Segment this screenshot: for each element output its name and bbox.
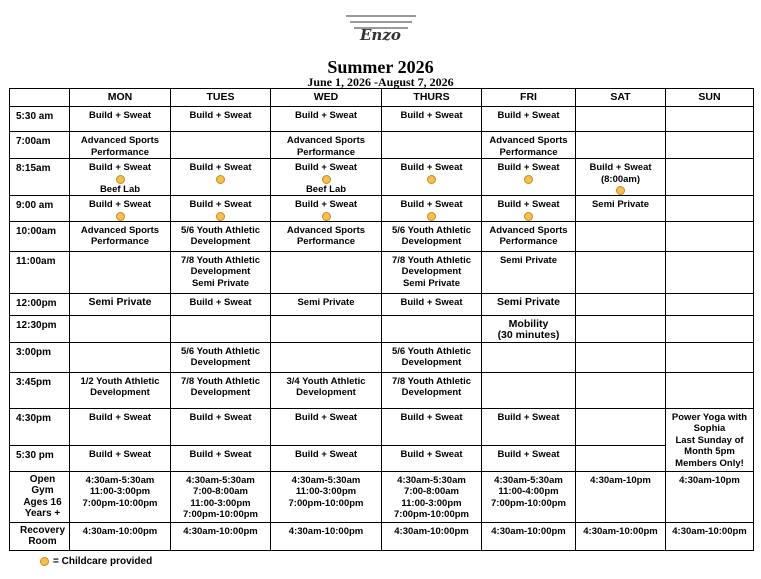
class-cell bbox=[271, 372, 382, 408]
class-cell bbox=[171, 471, 271, 522]
class-cell bbox=[666, 342, 754, 372]
class-cell bbox=[666, 372, 754, 408]
schedule-row bbox=[10, 342, 754, 372]
class-label: Build + Sweat bbox=[294, 411, 358, 423]
class-cell bbox=[382, 221, 482, 251]
class-cell bbox=[576, 471, 666, 522]
class-cell bbox=[70, 221, 171, 251]
class-cell bbox=[576, 315, 666, 342]
class-label: 5/6 Youth Athletic bbox=[180, 345, 260, 357]
class-label: Development bbox=[401, 357, 462, 368]
class-cell bbox=[482, 445, 576, 471]
class-label: Advanced Sports bbox=[286, 224, 366, 236]
class-cell bbox=[171, 196, 271, 222]
time-slot-cell bbox=[10, 132, 70, 159]
schedule-row bbox=[10, 107, 754, 132]
class-label: 7/8 Youth Athletic bbox=[180, 254, 260, 266]
class-cell bbox=[171, 132, 271, 159]
class-cell bbox=[271, 159, 382, 196]
baby-face-icon bbox=[40, 557, 49, 566]
class-cell bbox=[382, 408, 482, 445]
class-label: Semi Private bbox=[191, 277, 250, 289]
day-header: FRI bbox=[482, 89, 576, 107]
class-cell bbox=[271, 293, 382, 315]
class-label: Sophia bbox=[693, 423, 726, 434]
schedule-row bbox=[10, 315, 754, 342]
schedule-row bbox=[10, 221, 754, 251]
class-cell bbox=[271, 408, 382, 445]
day-header: THURS bbox=[382, 89, 482, 107]
class-cell bbox=[70, 107, 171, 132]
class-cell bbox=[70, 408, 171, 445]
class-cell bbox=[482, 251, 576, 293]
class-label: 7:00-8:00am bbox=[404, 486, 459, 497]
class-cell bbox=[576, 251, 666, 293]
class-label: Advanced Sports bbox=[80, 135, 160, 146]
class-cell bbox=[666, 315, 754, 342]
class-label: Development bbox=[190, 357, 251, 368]
class-cell bbox=[271, 221, 382, 251]
class-cell bbox=[171, 293, 271, 315]
class-cell bbox=[70, 132, 171, 159]
class-cell bbox=[666, 132, 754, 159]
class-label: Performance bbox=[499, 146, 558, 158]
class-cell bbox=[482, 159, 576, 196]
schedule-row bbox=[10, 522, 754, 550]
class-label: Build + Sweat bbox=[400, 296, 463, 308]
baby-face-icon bbox=[116, 175, 125, 184]
time-slot-cell bbox=[10, 408, 70, 445]
class-label: Build + Sweat bbox=[189, 162, 252, 173]
baby-face-icon bbox=[116, 212, 125, 221]
class-label: Build + Sweat bbox=[400, 199, 463, 210]
baby-face-icon bbox=[427, 212, 436, 221]
class-cell bbox=[70, 196, 171, 222]
class-label: Members Only! bbox=[675, 457, 744, 469]
class-label: Build + Sweat bbox=[497, 411, 560, 423]
class-label: 4:30am-5:30am bbox=[186, 474, 255, 486]
class-label: Development bbox=[401, 236, 462, 247]
class-cell bbox=[271, 132, 382, 159]
class-label: Semi Private bbox=[496, 295, 561, 308]
class-label: Development bbox=[401, 387, 462, 398]
schedule-table bbox=[9, 88, 754, 551]
time-label: 5:30 am bbox=[16, 111, 54, 122]
class-label: Development bbox=[190, 236, 251, 247]
class-cell bbox=[382, 342, 482, 372]
class-label: 4:30am-5:30am bbox=[291, 474, 361, 486]
time-slot-cell bbox=[10, 293, 70, 315]
day-header: WED bbox=[271, 89, 382, 107]
class-label: 4:30am-10:00pm bbox=[394, 525, 469, 537]
class-label: Performance bbox=[499, 236, 558, 247]
class-label: 4:30am-10:00pm bbox=[82, 525, 158, 537]
time-slot-cell bbox=[10, 107, 70, 132]
baby-face-icon bbox=[427, 175, 436, 184]
time-label: 4:30pm bbox=[16, 412, 52, 424]
class-cell bbox=[666, 221, 754, 251]
class-cell bbox=[271, 445, 382, 471]
class-cell bbox=[666, 107, 754, 132]
class-label: (30 minutes) bbox=[497, 329, 560, 341]
time-label: 12:30pm bbox=[16, 319, 57, 331]
class-label: Last Sunday of bbox=[675, 434, 744, 446]
class-label: 4:30am-10pm bbox=[679, 474, 740, 486]
class-cell bbox=[576, 522, 666, 550]
time-slot-cell bbox=[10, 471, 70, 522]
class-cell bbox=[576, 132, 666, 159]
time-label: 12:00pm bbox=[16, 297, 57, 309]
class-cell bbox=[576, 445, 666, 471]
schedule-row bbox=[10, 196, 754, 222]
class-cell bbox=[482, 132, 576, 159]
class-cell bbox=[482, 315, 576, 342]
class-cell bbox=[271, 251, 382, 293]
corner-cell bbox=[10, 89, 70, 107]
time-slot-cell bbox=[10, 196, 70, 222]
class-label: 5/6 Youth Athletic bbox=[180, 224, 260, 236]
class-label: 11:00-4:00pm bbox=[498, 486, 559, 497]
header-row bbox=[10, 89, 754, 107]
class-label: Build + Sweat bbox=[400, 110, 463, 121]
class-cell bbox=[70, 471, 171, 522]
class-cell bbox=[271, 196, 382, 222]
class-cell bbox=[171, 522, 271, 550]
class-label: 5/6 Youth Athletic bbox=[391, 345, 471, 357]
legend bbox=[40, 556, 152, 567]
class-label: Mobility bbox=[508, 317, 549, 330]
class-cell bbox=[271, 522, 382, 550]
class-label: Development bbox=[401, 266, 462, 277]
class-label: 7:00pm-10:00pm bbox=[394, 509, 469, 520]
baby-face-icon bbox=[616, 186, 625, 195]
time-label: 9:00 am bbox=[16, 200, 54, 211]
class-cell bbox=[171, 342, 271, 372]
class-label: Build + Sweat bbox=[294, 110, 358, 121]
time-slot-cell bbox=[10, 315, 70, 342]
class-label: Advanced Sports bbox=[489, 135, 568, 146]
class-label: 4:30am-5:30am bbox=[397, 474, 466, 486]
class-cell bbox=[482, 196, 576, 222]
class-label: 4:30am-10:00pm bbox=[583, 525, 658, 537]
class-cell bbox=[171, 372, 271, 408]
class-label: Build + Sweat bbox=[88, 110, 152, 121]
time-label: 8:15am bbox=[16, 163, 51, 174]
class-cell bbox=[666, 471, 754, 522]
time-label: 10:00am bbox=[16, 225, 57, 237]
baby-face-icon bbox=[524, 212, 533, 221]
time-label: 5:30 pm bbox=[16, 449, 54, 461]
class-cell bbox=[271, 315, 382, 342]
class-label: Advanced Sports bbox=[80, 224, 160, 236]
class-cell bbox=[666, 159, 754, 196]
class-label: 7:00pm-10:00pm bbox=[288, 497, 364, 509]
class-label: Build + Sweat bbox=[189, 199, 252, 210]
baby-face-icon bbox=[322, 212, 331, 221]
time-label: Open bbox=[29, 473, 56, 485]
class-cell bbox=[382, 471, 482, 522]
class-label: Build + Sweat bbox=[294, 199, 358, 210]
class-label: 4:30am-10:00pm bbox=[288, 525, 364, 537]
class-cell bbox=[382, 372, 482, 408]
class-cell bbox=[482, 221, 576, 251]
class-cell bbox=[70, 159, 171, 196]
class-label: 11:00-3:00pm bbox=[89, 486, 151, 497]
class-label: Performance bbox=[90, 236, 150, 247]
class-cell bbox=[171, 315, 271, 342]
class-label: Build + Sweat bbox=[88, 448, 152, 460]
time-slot-cell bbox=[10, 159, 70, 196]
class-cell bbox=[382, 251, 482, 293]
schedule-row bbox=[10, 293, 754, 315]
class-cell bbox=[482, 372, 576, 408]
class-label: 3/4 Youth Athletic bbox=[286, 375, 366, 387]
class-label: 4:30am-5:30am bbox=[494, 474, 563, 486]
class-label: Build + Sweat bbox=[400, 411, 463, 423]
class-cell bbox=[382, 107, 482, 132]
class-label: Build + Sweat bbox=[589, 162, 652, 173]
class-label: 4:30am-10pm bbox=[590, 474, 651, 486]
class-cell bbox=[271, 107, 382, 132]
class-label: Power Yoga with bbox=[671, 411, 748, 423]
time-label: Ages 16 bbox=[23, 496, 62, 508]
class-cell bbox=[271, 471, 382, 522]
class-label: Build + Sweat bbox=[497, 162, 560, 173]
class-label: 7/8 Youth Athletic bbox=[391, 254, 471, 266]
class-label: Build + Sweat bbox=[497, 448, 560, 460]
class-label: Build + Sweat bbox=[400, 162, 463, 173]
class-label: 1/2 Youth Athletic bbox=[80, 375, 160, 387]
class-label: Build + Sweat bbox=[88, 162, 152, 173]
baby-face-icon bbox=[322, 175, 331, 184]
class-cell bbox=[70, 372, 171, 408]
class-cell bbox=[70, 445, 171, 471]
class-cell bbox=[576, 342, 666, 372]
class-label: Semi Private bbox=[499, 254, 558, 266]
class-label: 11:00-3:00pm bbox=[401, 497, 462, 509]
class-label: Build + Sweat bbox=[294, 162, 358, 173]
class-cell bbox=[576, 372, 666, 408]
baby-face-icon bbox=[216, 212, 225, 221]
class-cell bbox=[70, 342, 171, 372]
class-cell bbox=[666, 196, 754, 222]
class-cell bbox=[576, 159, 666, 196]
time-label: 11:00am bbox=[16, 255, 56, 267]
class-cell bbox=[171, 221, 271, 251]
class-label: Build + Sweat bbox=[189, 296, 252, 308]
class-label: Development bbox=[190, 266, 251, 277]
class-label: 11:00-3:00pm bbox=[295, 486, 357, 497]
class-label: 4:30am-10:00pm bbox=[672, 525, 747, 537]
page-subtitle: June 1, 2026 -August 7, 2026 bbox=[307, 75, 454, 89]
time-slot-cell bbox=[10, 251, 70, 293]
time-label: 3:00pm bbox=[16, 346, 52, 358]
class-cell bbox=[171, 251, 271, 293]
day-header: MON bbox=[70, 89, 171, 107]
class-cell bbox=[382, 196, 482, 222]
schedule-row bbox=[10, 471, 754, 522]
class-cell bbox=[171, 159, 271, 196]
class-cell bbox=[171, 107, 271, 132]
class-label: Performance bbox=[90, 146, 150, 158]
schedule-row bbox=[10, 132, 754, 159]
logo-text: Enzo bbox=[360, 26, 401, 44]
baby-face-icon bbox=[216, 175, 225, 184]
class-cell bbox=[70, 522, 171, 550]
class-cell bbox=[70, 315, 171, 342]
class-label: Build + Sweat bbox=[189, 110, 252, 121]
schedule-row bbox=[10, 445, 754, 471]
class-label: Advanced Sports bbox=[286, 135, 366, 146]
time-slot-cell bbox=[10, 522, 70, 550]
time-slot-cell bbox=[10, 221, 70, 251]
class-cell bbox=[666, 522, 754, 550]
class-label: Build + Sweat bbox=[497, 199, 560, 210]
class-label: 5/6 Youth Athletic bbox=[391, 224, 471, 236]
schedule-row bbox=[10, 408, 754, 445]
time-label: 3:45pm bbox=[16, 376, 52, 388]
class-label: Build + Sweat bbox=[189, 448, 252, 460]
class-cell bbox=[171, 445, 271, 471]
class-label: Development bbox=[90, 387, 150, 398]
time-slot-cell bbox=[10, 372, 70, 408]
class-cell bbox=[382, 293, 482, 315]
class-label: 7/8 Youth Athletic bbox=[391, 375, 471, 387]
class-cell bbox=[482, 107, 576, 132]
class-cell bbox=[576, 293, 666, 315]
day-header: TUES bbox=[171, 89, 271, 107]
class-label: Build + Sweat bbox=[189, 411, 252, 423]
class-label: 7:00pm-10:00pm bbox=[183, 509, 258, 520]
schedule-row bbox=[10, 159, 754, 196]
class-label: Build + Sweat bbox=[88, 199, 152, 210]
class-label: Build + Sweat bbox=[88, 411, 152, 423]
class-cell bbox=[271, 342, 382, 372]
class-label: 4:30am-10:00pm bbox=[183, 525, 258, 537]
time-slot-cell bbox=[10, 342, 70, 372]
time-label: Room bbox=[28, 536, 57, 547]
class-cell bbox=[70, 293, 171, 315]
class-label: Month 5pm bbox=[684, 446, 735, 457]
class-cell bbox=[382, 445, 482, 471]
class-cell bbox=[576, 408, 666, 445]
class-label: Semi Private bbox=[88, 295, 152, 308]
class-label: Development bbox=[190, 387, 251, 398]
class-label: (8:00am) bbox=[600, 173, 641, 185]
class-cell bbox=[666, 293, 754, 315]
day-header: SAT bbox=[576, 89, 666, 107]
class-cell bbox=[666, 408, 754, 471]
time-label: Years + bbox=[24, 508, 61, 519]
time-label: Gym bbox=[31, 485, 54, 496]
class-cell bbox=[382, 522, 482, 550]
schedule-row bbox=[10, 372, 754, 408]
time-slot-cell bbox=[10, 445, 70, 471]
class-label: 4:30am-10:00pm bbox=[491, 525, 566, 537]
class-label: Build + Sweat bbox=[294, 448, 358, 460]
schedule-row bbox=[10, 251, 754, 293]
class-cell bbox=[576, 107, 666, 132]
class-cell bbox=[666, 251, 754, 293]
page-title: Summer 2026 bbox=[327, 57, 434, 77]
class-label: 4:30am-5:30am bbox=[85, 474, 155, 486]
class-cell bbox=[482, 293, 576, 315]
class-label: Advanced Sports bbox=[489, 224, 568, 236]
baby-face-icon bbox=[524, 175, 533, 184]
class-label: Performance bbox=[296, 146, 356, 158]
class-label: 7/8 Youth Athletic bbox=[180, 375, 260, 387]
class-label: Build + Sweat bbox=[497, 110, 560, 121]
class-cell bbox=[576, 221, 666, 251]
class-cell bbox=[382, 159, 482, 196]
class-cell bbox=[482, 408, 576, 445]
time-label: Recovery bbox=[19, 524, 66, 536]
day-header: SUN bbox=[666, 89, 754, 107]
class-cell bbox=[576, 196, 666, 222]
legend-text: = Childcare provided bbox=[53, 556, 153, 567]
class-label: Build + Sweat bbox=[400, 448, 463, 460]
class-label: Semi Private bbox=[591, 199, 650, 210]
class-cell bbox=[382, 132, 482, 159]
class-cell bbox=[171, 408, 271, 445]
class-cell bbox=[382, 315, 482, 342]
class-cell bbox=[482, 342, 576, 372]
time-label: 7:00am bbox=[16, 136, 51, 147]
class-cell bbox=[70, 251, 171, 293]
class-label: 7:00pm-10:00pm bbox=[491, 497, 566, 509]
class-cell bbox=[482, 522, 576, 550]
class-label: Performance bbox=[296, 236, 356, 247]
class-label: Semi Private bbox=[402, 277, 461, 289]
class-label: Beef Lab bbox=[99, 183, 141, 195]
class-label: 7:00pm-10:00pm bbox=[82, 497, 158, 509]
schedule-body bbox=[10, 107, 754, 551]
class-label: 11:00-3:00pm bbox=[190, 497, 251, 509]
class-label: Development bbox=[296, 387, 356, 398]
class-label: Beef Lab bbox=[305, 183, 347, 195]
class-label: 7:00-8:00am bbox=[193, 486, 248, 497]
class-cell bbox=[482, 471, 576, 522]
class-label: Semi Private bbox=[297, 296, 355, 308]
